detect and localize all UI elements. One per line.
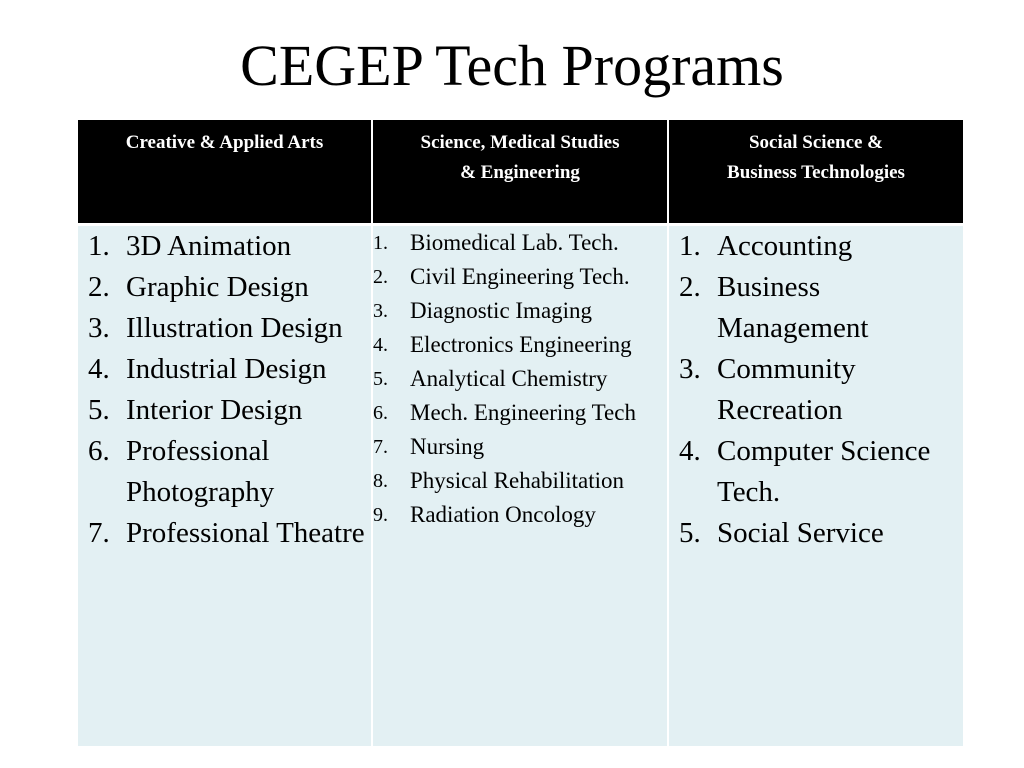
item-number: 1. <box>373 232 388 254</box>
item-label: Business Management <box>717 271 869 344</box>
list-item <box>88 431 371 513</box>
header-line: Science, Medical Studies <box>420 132 620 153</box>
item-number: 5. <box>679 517 701 549</box>
item-number: 1. <box>88 230 110 262</box>
list-item <box>373 362 667 396</box>
list-item <box>373 430 667 464</box>
list-item <box>88 390 371 431</box>
item-number: 6. <box>88 435 110 467</box>
item-label: Graphic Design <box>126 271 309 303</box>
list-item <box>679 513 963 554</box>
item-label: Analytical Chemistry <box>410 366 608 391</box>
item-label: Professional Photography <box>126 435 275 508</box>
item-number: 4. <box>88 353 110 385</box>
program-list <box>78 226 371 554</box>
item-label: Diagnostic Imaging <box>410 298 593 323</box>
programs-table <box>76 118 966 748</box>
item-label: Physical Rehabilitation <box>410 468 624 493</box>
item-label: Interior Design <box>126 394 303 426</box>
column-science-medical-engineering <box>373 226 667 746</box>
list-item <box>679 431 963 513</box>
list-item <box>373 294 667 328</box>
list-item <box>373 464 667 498</box>
list-item <box>679 267 963 349</box>
item-number: 6. <box>373 402 388 424</box>
program-list <box>373 226 667 532</box>
item-label: Computer Science Tech. <box>717 435 931 508</box>
column-creative-applied-arts <box>78 226 371 746</box>
item-label: Illustration Design <box>126 312 343 344</box>
item-label: Nursing <box>410 434 485 459</box>
header-line: & Engineering <box>460 162 580 183</box>
list-item <box>373 328 667 362</box>
item-number: 2. <box>88 271 110 303</box>
item-number: 3. <box>373 300 388 322</box>
item-label: Electronics Engineering <box>410 332 632 357</box>
item-number: 2. <box>679 271 701 303</box>
header-line: Social Science & <box>748 132 884 153</box>
item-number: 8. <box>373 470 388 492</box>
item-label: Industrial Design <box>126 353 327 385</box>
header-line: Creative & Applied Arts <box>125 132 324 153</box>
list-item <box>373 396 667 430</box>
item-number: 5. <box>88 394 110 426</box>
item-number: 7. <box>373 436 388 458</box>
list-item <box>373 226 667 260</box>
header-science-medical-engineering <box>373 120 667 223</box>
item-number: 2. <box>373 266 388 288</box>
header-social-science-business <box>669 120 963 223</box>
item-number: 7. <box>88 517 110 549</box>
list-item <box>373 498 667 532</box>
item-number: 4. <box>373 334 388 356</box>
column-social-science-business <box>669 226 963 746</box>
list-item <box>88 226 371 267</box>
header-line: Business Technologies <box>727 162 905 183</box>
item-label: Civil Engineering Tech. <box>410 264 630 289</box>
item-label: Accounting <box>717 230 853 262</box>
list-item <box>88 349 371 390</box>
item-number: 9. <box>373 504 388 526</box>
item-label: 3D Animation <box>126 230 292 262</box>
item-label: Radiation Oncology <box>410 502 596 527</box>
item-number: 5. <box>373 368 388 390</box>
item-number: 4. <box>679 435 701 467</box>
slide-title: CEGEP Tech Programs <box>240 33 784 98</box>
list-item <box>88 267 371 308</box>
list-item <box>373 260 667 294</box>
item-label: Mech. Engineering Tech <box>410 400 636 425</box>
header-creative-applied-arts <box>78 120 371 223</box>
program-list <box>669 226 963 554</box>
item-label: Social Service <box>717 517 884 549</box>
item-label: Community Recreation <box>717 353 856 426</box>
list-item <box>679 226 963 267</box>
item-number: 3. <box>679 353 701 385</box>
item-label: Professional Theatre <box>126 517 365 549</box>
table-header-row <box>76 118 966 224</box>
item-number: 3. <box>88 312 110 344</box>
item-label: Biomedical Lab. Tech. <box>410 230 619 255</box>
list-item <box>679 349 963 431</box>
item-number: 1. <box>679 230 701 262</box>
list-item <box>88 513 371 554</box>
list-item <box>88 308 371 349</box>
